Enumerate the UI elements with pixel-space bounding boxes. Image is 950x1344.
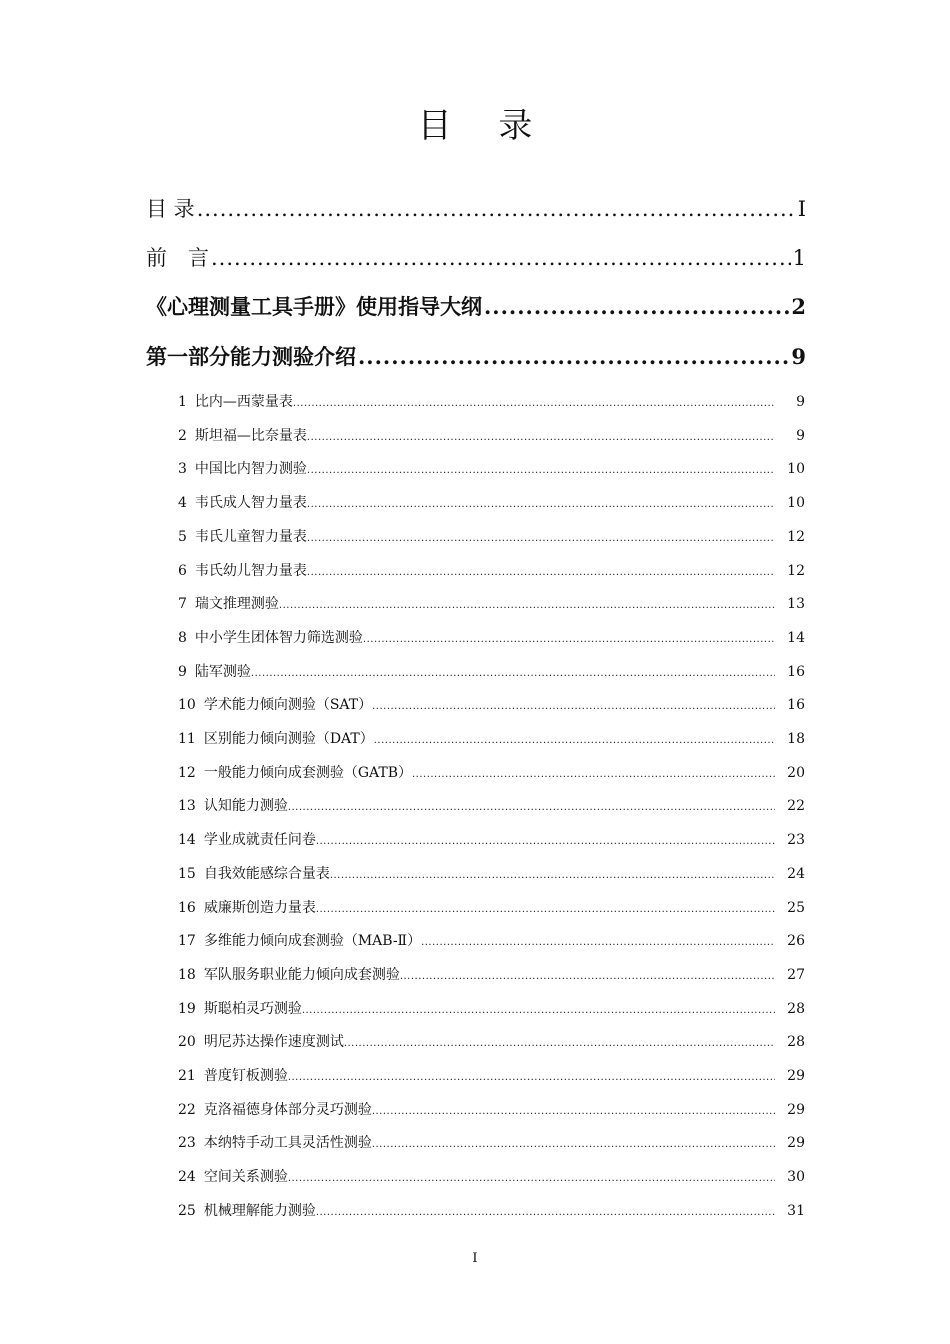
toc-leader-dots: [363, 634, 775, 645]
toc-sub-entry-page: 31: [787, 1202, 805, 1219]
toc-entry-page: 1: [792, 246, 806, 270]
toc-sub-entry-number: 3: [178, 461, 187, 478]
toc-leader-dots: [211, 246, 791, 270]
toc-sub-entry[interactable]: [178, 425, 805, 445]
toc-sub-entry-label: 斯坦福—比奈量表: [194, 427, 307, 444]
toc-sub-entry-label: 韦氏儿童智力量表: [194, 528, 307, 545]
toc-sub-entry[interactable]: [178, 1132, 805, 1152]
toc-sub-entry-page: 20: [787, 764, 805, 781]
toc-leader-dots: [400, 971, 775, 982]
toc-sub-entry[interactable]: [178, 1099, 805, 1119]
toc-sub-entry[interactable]: [178, 863, 805, 883]
toc-sub-entry[interactable]: [178, 998, 805, 1018]
toc-leader-dots: [288, 1072, 775, 1083]
toc-sub-entry[interactable]: [178, 492, 805, 512]
toc-sub-entry-label: 空间关系测验: [203, 1169, 288, 1186]
toc-sub-entry-page: 10: [787, 461, 805, 478]
toc-entry-page: 2: [791, 294, 806, 319]
toc-sub-entry[interactable]: [178, 560, 805, 580]
toc-leader-dots: [372, 1139, 775, 1150]
toc-sub-entry-label: 军队服务职业能力倾向成套测验: [203, 966, 400, 983]
toc-sub-entry-label: 普度钉板测验: [203, 1068, 288, 1084]
toc-entry[interactable]: [146, 291, 806, 321]
toc-entry-label: 前 言: [146, 246, 209, 270]
toc-leader-dots: [288, 1173, 775, 1184]
toc-sub-entry-number: 24: [178, 1169, 196, 1186]
toc-sub-entry-page: 25: [787, 899, 805, 916]
toc-leader-dots: [307, 465, 775, 476]
toc-sub-entry[interactable]: [178, 1031, 805, 1051]
toc-sub-entry[interactable]: [178, 1166, 805, 1186]
toc-sub-entry-page: 29: [787, 1068, 805, 1084]
toc-entry-label: 第一部分能力测验介绍: [146, 344, 356, 369]
toc-sub-entry-page: 9: [796, 427, 805, 444]
toc-sub-entry-page: 28: [787, 1034, 805, 1051]
toc-sub-entry-number: 17: [178, 933, 196, 950]
toc-sub-entry-number: 13: [178, 798, 196, 815]
toc-sub-entry[interactable]: [178, 694, 805, 714]
toc-entry-page: 9: [791, 344, 806, 369]
toc-leader-dots: [251, 668, 775, 679]
toc-leader-dots: [307, 499, 775, 510]
toc-leader-dots: [279, 600, 775, 611]
toc-sub-entry-page: 28: [787, 1000, 805, 1017]
toc-sub-entry[interactable]: [178, 458, 805, 478]
toc-sub-entry-page: 16: [787, 663, 805, 680]
page-title: 目 录: [417, 106, 551, 146]
toc-sub-entry-label: 认知能力测验: [203, 798, 288, 815]
toc-sub-entry-number: 14: [178, 832, 196, 849]
toc-sub-entry-label: 学术能力倾向测验（SAT）: [203, 697, 373, 714]
toc-leader-dots: [330, 870, 775, 881]
toc-entry-page: I: [797, 197, 806, 221]
toc-sub-entry-label: 中小学生团体智力筛选测验: [194, 629, 363, 646]
toc-sub-entry-label: 陆军测验: [194, 663, 251, 680]
toc-sub-entry-label: 韦氏幼儿智力量表: [194, 562, 307, 579]
toc-sub-entry-number: 5: [178, 528, 187, 545]
toc-leader-dots: [316, 904, 775, 915]
toc-sub-entry[interactable]: [178, 728, 805, 748]
toc-leader-dots: [372, 701, 775, 712]
toc-leader-dots: [316, 1207, 775, 1218]
toc-leader-dots: [484, 294, 789, 319]
toc-entry[interactable]: [146, 341, 806, 371]
toc-sub-entry-label: 机械理解能力测验: [203, 1202, 316, 1219]
toc-leader-dots: [307, 432, 775, 443]
toc-leader-dots: [307, 533, 775, 544]
toc-sub-entry[interactable]: [178, 897, 805, 917]
toc-sub-entry[interactable]: [178, 795, 805, 815]
toc-sub-entry-number: 25: [178, 1202, 196, 1219]
toc-sub-entry-page: 27: [787, 966, 805, 983]
toc-sub-entry-label: 多维能力倾向成套测验（MAB-Ⅱ）: [203, 933, 422, 950]
toc-sub-entry-label: 斯聪柏灵巧测验: [203, 1000, 302, 1017]
toc-sub-entry[interactable]: [178, 593, 805, 613]
toc-leader-dots: [307, 567, 775, 578]
toc-sub-entry-page: 29: [787, 1135, 805, 1152]
toc-sub-entry-page: 12: [787, 528, 805, 545]
toc-sub-entry-number: 9: [178, 663, 187, 680]
toc-sub-entry-label: 自我效能感综合量表: [203, 865, 330, 882]
toc-sub-entry[interactable]: [178, 762, 805, 782]
toc-sub-entry[interactable]: [178, 964, 805, 984]
toc-sub-entry[interactable]: [178, 829, 805, 849]
toc-sub-entry-page: 10: [787, 495, 805, 512]
toc-sub-entry[interactable]: [178, 526, 805, 546]
toc-leader-dots: [293, 398, 775, 409]
toc-sub-entry-number: 12: [178, 764, 196, 781]
toc-sub-entry-number: 23: [178, 1135, 196, 1152]
toc-sub-entry-label: 明尼苏达操作速度测试: [203, 1034, 344, 1051]
toc-leader-dots: [421, 937, 775, 948]
toc-sub-entry-label: 克洛福德身体部分灵巧测验: [203, 1101, 372, 1118]
toc-sub-entry-number: 10: [178, 697, 196, 714]
toc-sub-entry-page: 22: [787, 798, 805, 815]
toc-sub-entry-label: 一般能力倾向成套测验（GATB）: [203, 764, 412, 781]
toc-sub-entry[interactable]: [178, 627, 805, 647]
toc-sub-entry-number: 16: [178, 899, 196, 916]
toc-sub-entry-page: 16: [787, 697, 805, 714]
toc-sub-entry-label: 本纳特手动工具灵活性测验: [203, 1135, 372, 1152]
toc-sub-entry-number: 19: [178, 1000, 196, 1017]
toc-sub-entry[interactable]: [178, 391, 805, 411]
toc-sub-entry-page: 30: [787, 1169, 805, 1186]
toc-sub-entry-number: 18: [178, 966, 196, 983]
toc-leader-dots: [358, 344, 789, 369]
toc-sub-entry-page: 9: [796, 394, 805, 410]
toc-sub-entry-page: 26: [787, 933, 805, 950]
toc-sub-entry-page: 24: [787, 865, 805, 882]
toc-sub-entry-label: 学业成就责任问卷: [203, 832, 316, 849]
toc-leader-dots: [344, 1038, 775, 1049]
toc-sub-entry-label: 比内—西蒙量表: [194, 394, 293, 410]
toc-sub-entry-label: 瑞文推理测验: [194, 596, 279, 613]
toc-sub-entry-label: 区别能力倾向测验（DAT）: [203, 731, 374, 747]
toc-sub-entry[interactable]: [178, 1200, 805, 1220]
toc-leader-dots: [412, 769, 775, 780]
toc-entry-label: 目 录: [146, 197, 195, 221]
toc-sub-entry-number: 4: [178, 495, 187, 512]
toc-entry[interactable]: [146, 242, 806, 272]
toc-leader-dots: [316, 836, 775, 847]
toc-entry[interactable]: [146, 193, 806, 223]
toc-sub-entry-number: 21: [178, 1068, 196, 1084]
toc-sub-entry-number: 2: [178, 427, 187, 444]
toc-sub-entry-number: 15: [178, 865, 196, 882]
toc-leader-dots: [197, 197, 796, 221]
toc-sub-entry-number: 22: [178, 1101, 196, 1118]
toc-sub-entry-page: 14: [787, 629, 805, 646]
toc-entry-label: 《心理测量工具手册》使用指导大纲: [146, 294, 482, 319]
toc-sub-entry-page: 29: [787, 1101, 805, 1118]
toc-sub-entry-label: 威廉斯创造力量表: [203, 899, 316, 916]
toc-sub-entry-page: 13: [787, 596, 805, 613]
toc-sub-entry-label: 韦氏成人智力量表: [194, 495, 307, 512]
toc-sub-entry-page: 12: [787, 562, 805, 579]
toc-sub-entry-number: 7: [178, 596, 187, 613]
toc-leader-dots: [374, 735, 775, 746]
toc-leader-dots: [302, 1005, 775, 1016]
toc-sub-entry[interactable]: [178, 1065, 805, 1085]
toc-leader-dots: [372, 1106, 775, 1117]
toc-sub-entry-number: 6: [178, 562, 187, 579]
toc-sub-entry-number: 20: [178, 1034, 196, 1051]
toc-leader-dots: [288, 802, 775, 813]
toc-sub-entry[interactable]: [178, 930, 805, 950]
toc-sub-entry-page: 18: [787, 731, 805, 747]
toc-sub-entry-number: 1: [178, 394, 187, 410]
toc-sub-entry-page: 23: [787, 832, 805, 849]
toc-sub-entry-number: 8: [178, 629, 187, 646]
toc-sub-entry-label: 中国比内智力测验: [194, 461, 307, 478]
toc-sub-entry[interactable]: [178, 661, 805, 681]
page-number-footer: I: [472, 1251, 478, 1266]
toc-sub-entry-number: 11: [178, 731, 196, 747]
